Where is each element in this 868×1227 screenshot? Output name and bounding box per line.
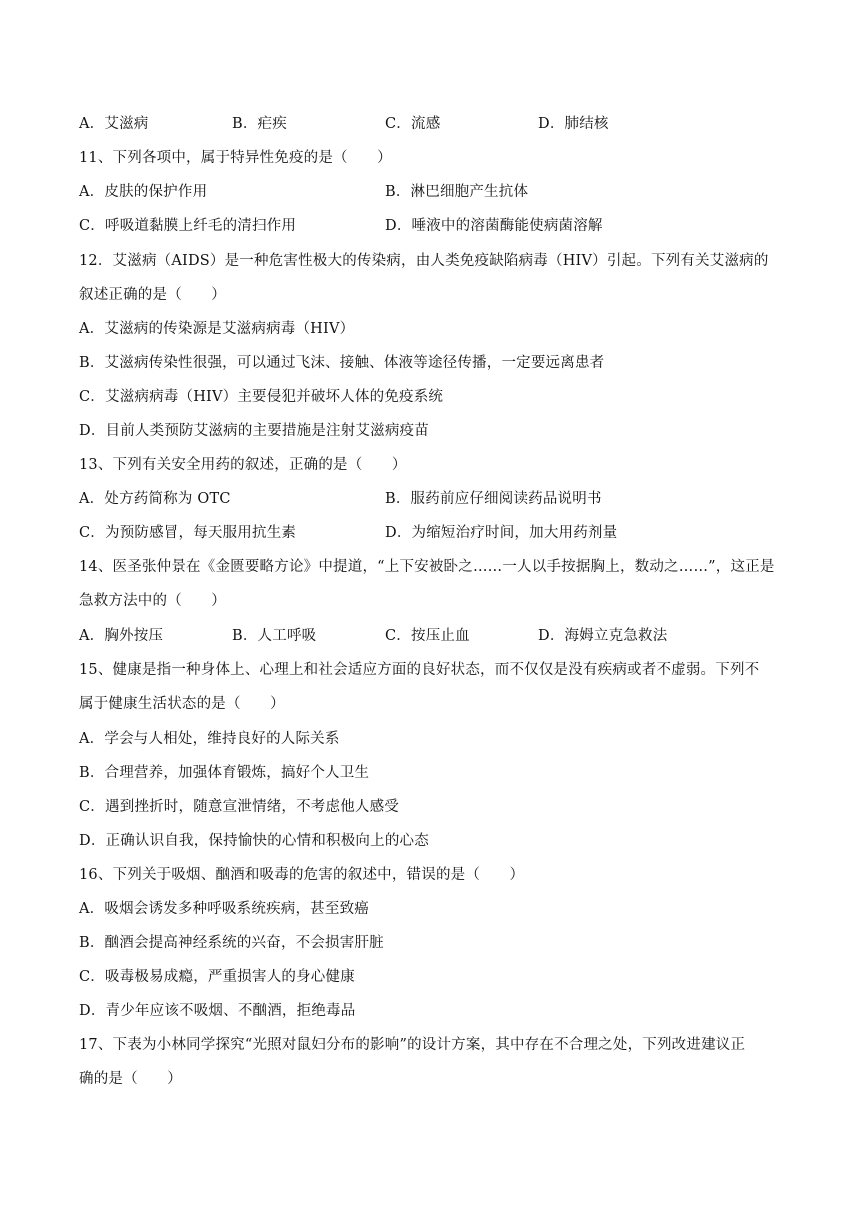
q10-option-c: C．流感 [385,116,441,132]
q16-option-d: D．青少年应该不吸烟、不酗酒，拒绝毒品 [79,1003,356,1019]
q13-option-a: A．处方药简称为 OTC [79,491,231,507]
q10-option-a: A．艾滋病 [79,116,149,132]
q10-option-b: B．疟疾 [232,116,287,132]
q13-stem: 13、下列有关安全用药的叙述，正确的是（ ） [79,457,407,473]
q14-option-d: D．海姆立克急救法 [538,628,668,644]
q15-option-a: A．学会与人相处，维持良好的人际关系 [79,731,340,747]
q11-option-c: C．呼吸道黏膜上纤毛的清扫作用 [79,218,297,234]
q11-option-a: A．皮肤的保护作用 [79,184,208,200]
q11-stem: 11、下列各项中，属于特异性免疫的是（ ） [79,150,392,166]
q12-option-b: B．艾滋病传染性很强，可以通过飞沫、接触、体液等途径传播，一定要远离患者 [79,355,605,371]
q12-option-d: D．目前人类预防艾滋病的主要措施是注射艾滋病疫苗 [79,423,429,439]
q13-option-c: C．为预防感冒，每天服用抗生素 [79,525,297,541]
q14-option-a: A．胸外按压 [79,628,164,644]
q14-stem-line2: 急救方法中的（ ） [79,593,226,609]
q12-option-c: C．艾滋病病毒（HIV）主要侵犯并破坏人体的免疫系统 [79,389,444,405]
q16-option-a: A．吸烟会诱发多种呼吸系统疾病，甚至致癌 [79,901,369,917]
q13-option-b: B．服药前应仔细阅读药品说明书 [385,491,602,507]
q17-stem-line2: 确的是（ ） [79,1071,182,1087]
q12-stem-line1: 12．艾滋病（AIDS）是一种危害性极大的传染病，由人类免疫缺陷病毒（HIV）引起。下列有关艾滋病的 [79,253,769,269]
q12-option-a: A．艾滋病的传染源是艾滋病病毒（HIV） [79,321,355,337]
q15-stem-line2: 属于健康生活状态的是（ ） [79,696,285,712]
q15-option-d: D．正确认识自我，保持愉快的心情和积极向上的心态 [79,833,429,849]
q14-stem-line1: 14、医圣张仲景在《金匮要略方论》中提道，“上下安被卧之……一人以手按据胸上，数动之……”，这正是 [79,559,775,575]
q14-option-c: C．按压止血 [385,628,470,644]
q11-option-b: B．淋巴细胞产生抗体 [385,184,529,200]
q16-option-c: C．吸毒极易成瘾，严重损害人的身心健康 [79,969,355,985]
q14-option-b: B．人工呼吸 [232,628,317,644]
q17-stem-line1: 17、下表为小林同学探究“光照对鼠妇分布的影响”的设计方案，其中存在不合理之处，下列改进建议正 [79,1037,746,1053]
q10-option-d: D．肺结核 [538,116,609,132]
q13-option-d: D．为缩短治疗时间，加大用药剂量 [385,525,618,541]
q15-option-c: C．遇到挫折时，随意宣泄情绪，不考虑他人感受 [79,799,399,815]
q16-option-b: B．酗酒会提高神经系统的兴奋，不会损害肝脏 [79,935,384,951]
q15-option-b: B．合理营养，加强体育锻炼，搞好个人卫生 [79,765,370,781]
q11-option-d: D．唾液中的溶菌酶能使病菌溶解 [385,218,603,234]
q12-stem-line2: 叙述正确的是（ ） [79,287,226,303]
q15-stem-line1: 15、健康是指一种身体上、心理上和社会适应方面的良好状态，而不仅仅是没有疾病或者不虚弱。下列不 [79,662,760,678]
q16-stem: 16、下列关于吸烟、酗酒和吸毒的危害的叙述中，错误的是（ ） [79,867,525,883]
